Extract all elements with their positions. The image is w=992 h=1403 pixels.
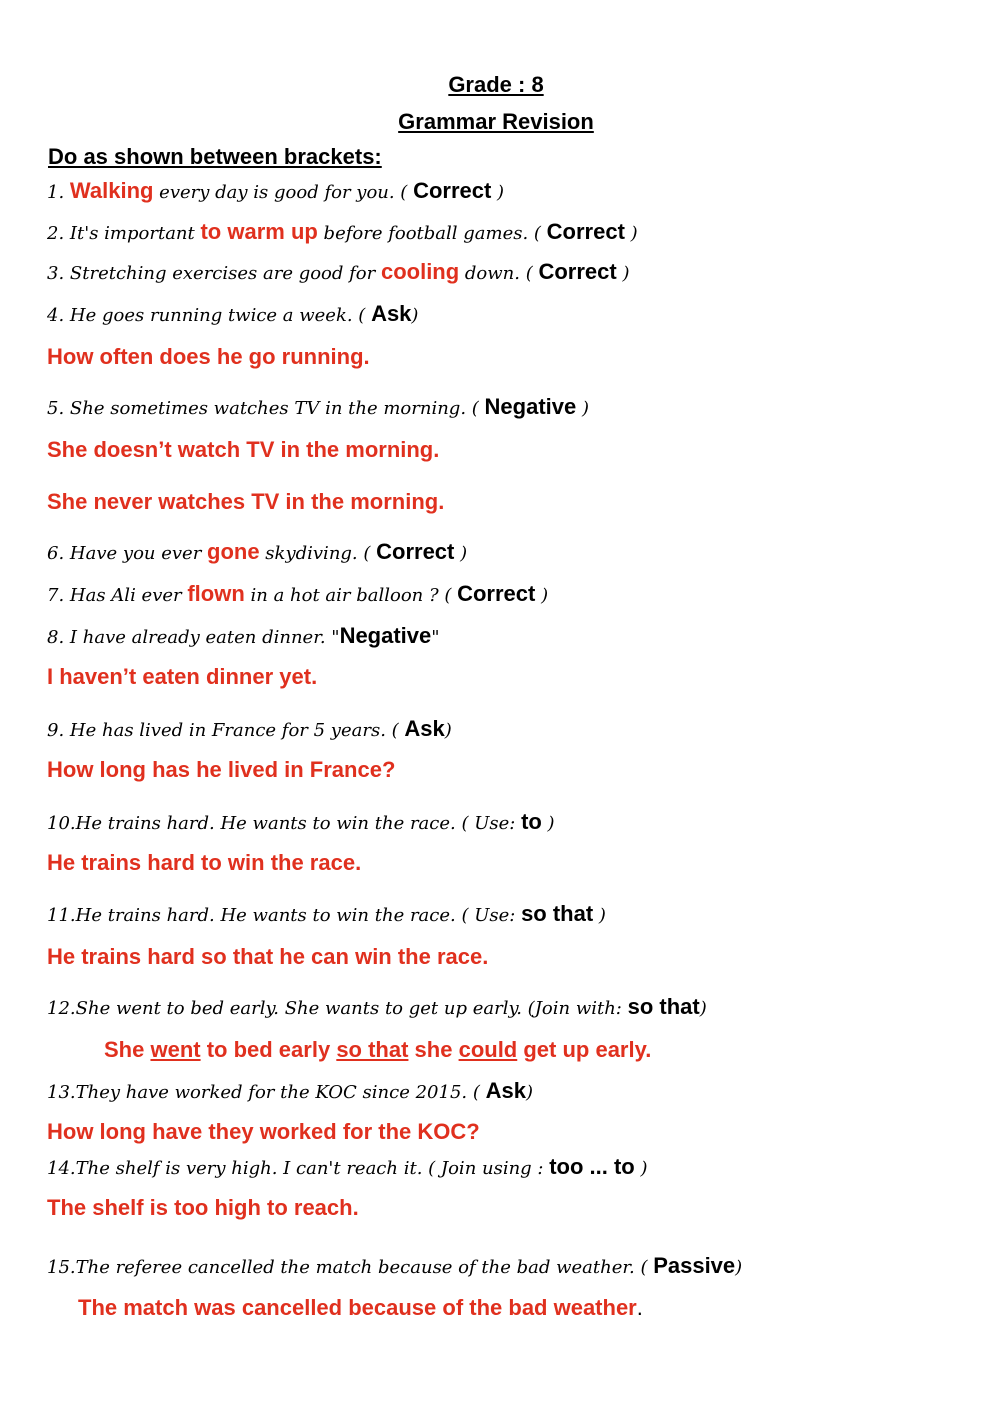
answer-text: she [408,1037,459,1062]
question-number: 2. [47,223,65,244]
underlined-word: so that [336,1037,409,1062]
answer-text: She [104,1037,151,1062]
question-number: 4. [47,305,65,326]
question-number: 1. [47,182,65,203]
question-end: ) [454,543,468,564]
question-text: The referee cancelled the match because of the bad weather. ( [75,1257,654,1278]
highlighted-answer: gone [207,539,260,564]
underlined-word: could [458,1037,518,1062]
instruction-keyword: Negative [484,394,577,419]
instruction-keyword: Ask [485,1078,526,1103]
question-text: He trains hard. He wants to win the race. ( Use: [75,905,522,926]
question-end: ) [624,223,638,244]
question-number: 3. [47,263,65,284]
instruction-keyword: Correct [546,219,625,244]
question-text: She sometimes watches TV in the morning. ( [69,398,485,419]
instruction-keyword: so that [627,994,700,1019]
question-end: ) [491,182,505,203]
question-9 [47,716,452,742]
question-text: before football games. ( [317,223,547,244]
answer-8: I haven’t eaten dinner yet. [47,664,318,689]
answer-13: How long have they worked for the KOC? [47,1119,480,1144]
instruction-heading: Do as shown between brackets: [48,144,382,169]
question-end: ) [535,585,549,606]
question-text: He trains hard. He wants to win the race. ( Use: [75,813,522,834]
question-15 [47,1253,742,1279]
question-end: ) [735,1257,743,1278]
highlighted-answer: Walking [69,178,154,203]
question-end: " [431,627,440,648]
question-number: 7. [47,585,65,606]
highlighted-answer: flown [187,581,245,606]
answer-4: How often does he go running. [47,344,370,369]
question-13 [47,1078,533,1104]
instruction-keyword: so that [521,901,594,926]
question-5 [47,394,589,420]
question-number: 6. [47,543,65,564]
question-end: ) [593,905,606,926]
answer-5a: She doesn’t watch TV in the morning. [47,437,440,462]
answer-text: to bed early [200,1037,337,1062]
instruction-keyword: Correct [538,259,617,284]
question-text: I have already eaten dinner. " [69,627,340,648]
instruction-keyword: Correct [457,581,536,606]
question-text: Has Ali ever [69,585,188,606]
instruction-keyword: Passive [653,1253,736,1278]
question-text: It's important [69,223,201,244]
question-end: ) [699,998,707,1019]
question-end: ) [616,263,630,284]
question-number: 14. [47,1158,76,1179]
question-end: ) [411,305,419,326]
question-text: Have you ever [69,543,208,564]
question-6 [47,539,467,565]
question-end: ) [634,1158,648,1179]
question-end: ) [576,398,589,419]
question-text: every day is good for you. ( [153,182,414,203]
highlighted-answer: to warm up [200,219,318,244]
question-number: 15. [47,1257,76,1278]
answer-text: The match was cancelled because of the bad weather [78,1295,637,1320]
question-11 [47,901,606,927]
instruction-keyword: to [521,809,542,834]
question-text: in a hot air balloon ? ( [244,585,458,606]
question-number: 9. [47,720,65,741]
instruction-keyword: Ask [404,716,445,741]
question-3 [47,259,629,285]
question-number: 10. [47,813,76,834]
grade-heading: Grade : 8 [448,72,544,97]
instruction-keyword: Negative [339,623,432,648]
answer-12 [104,1037,651,1063]
question-text: They have worked for the KOC since 2015. ( [75,1082,486,1103]
question-7 [47,581,548,607]
question-end: ) [525,1082,533,1103]
question-12 [47,994,707,1020]
question-end: ) [541,813,555,834]
underlined-word: went [150,1037,201,1062]
page-title: Grammar Revision [398,109,594,134]
question-end: ) [444,720,452,741]
question-number: 12. [47,998,76,1019]
question-text: skydiving. ( [259,543,377,564]
instruction-keyword: Correct [376,539,455,564]
answer-10: He trains hard to win the race. [47,850,362,875]
question-text: He has lived in France for 5 years. ( [69,720,405,741]
question-text: He goes running twice a week. ( [69,305,372,326]
answer-text: get up early. [517,1037,652,1062]
question-number: 5. [47,398,65,419]
answer-15 [78,1295,643,1321]
question-number: 11. [47,905,76,926]
answer-11: He trains hard so that he can win the race. [47,944,489,969]
question-text: Stretching exercises are good for [69,263,381,284]
answer-period: . [636,1295,643,1320]
highlighted-answer: cooling [380,259,460,284]
question-number: 8. [47,627,65,648]
question-8 [47,623,440,649]
question-1 [47,178,504,204]
question-14 [47,1154,648,1180]
question-text: She went to bed early. She wants to get up early. (Join with: [75,998,628,1019]
question-10 [47,809,555,835]
question-2 [47,219,638,245]
instruction-keyword: Correct [413,178,492,203]
answer-9: How long has he lived in France? [47,757,396,782]
answer-5b: She never watches TV in the morning. [47,489,445,514]
question-text: down. ( [459,263,539,284]
instruction-keyword: too ... to [549,1154,635,1179]
question-4 [47,301,418,327]
answer-14: The shelf is too high to reach. [47,1195,359,1220]
question-text: The shelf is very high. I can't reach it. ( Join using : [75,1158,550,1179]
instruction-keyword: Ask [371,301,412,326]
question-number: 13. [47,1082,76,1103]
